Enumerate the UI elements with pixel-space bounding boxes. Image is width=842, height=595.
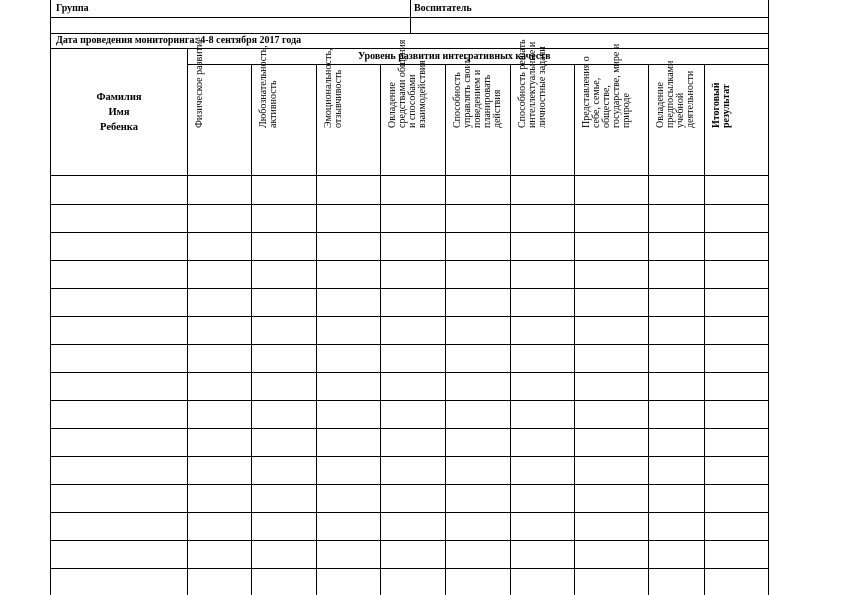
score-cell[interactable]: [575, 345, 648, 372]
child-name-cell[interactable]: [51, 485, 187, 512]
score-cell[interactable]: [252, 401, 316, 428]
score-cell[interactable]: [649, 205, 704, 232]
score-cell[interactable]: [381, 233, 445, 260]
score-cell[interactable]: [705, 569, 768, 595]
score-cell[interactable]: [188, 401, 251, 428]
name-header-line: Фамилия: [96, 92, 142, 103]
score-cell[interactable]: [446, 205, 510, 232]
score-cell[interactable]: [188, 176, 251, 204]
score-cell[interactable]: [575, 457, 648, 484]
group-label: Группа: [56, 3, 89, 14]
score-cell[interactable]: [381, 485, 445, 512]
score-cell[interactable]: [705, 485, 768, 512]
score-cell[interactable]: [705, 205, 768, 232]
level-label: Уровень развития интегративных качеств: [358, 51, 551, 62]
score-cell[interactable]: [575, 261, 648, 288]
score-cell[interactable]: [649, 569, 704, 595]
score-cell[interactable]: [188, 345, 251, 372]
child-name-cell[interactable]: [51, 401, 187, 428]
score-cell[interactable]: [649, 513, 704, 540]
score-cell[interactable]: [381, 205, 445, 232]
column-header: Овладение предпосылками учебной деятельности: [655, 60, 696, 128]
score-cell[interactable]: [446, 289, 510, 316]
score-cell[interactable]: [446, 176, 510, 204]
score-cell[interactable]: [188, 233, 251, 260]
child-name-cell[interactable]: [51, 457, 187, 484]
header-divider: [50, 33, 769, 34]
score-cell[interactable]: [511, 176, 574, 204]
score-cell[interactable]: [575, 569, 648, 595]
score-cell[interactable]: [317, 373, 380, 400]
score-cell[interactable]: [317, 317, 380, 344]
score-cell[interactable]: [575, 429, 648, 456]
score-cell[interactable]: [511, 373, 574, 400]
score-cell[interactable]: [575, 541, 648, 568]
score-cell[interactable]: [446, 261, 510, 288]
score-cell[interactable]: [188, 205, 251, 232]
score-cell[interactable]: [188, 457, 251, 484]
teacher-label: Воспитатель: [414, 3, 472, 14]
score-cell[interactable]: [252, 429, 316, 456]
score-cell[interactable]: [705, 429, 768, 456]
score-cell[interactable]: [381, 429, 445, 456]
score-cell[interactable]: [649, 345, 704, 372]
score-cell[interactable]: [511, 205, 574, 232]
score-cell[interactable]: [317, 261, 380, 288]
score-cell[interactable]: [446, 457, 510, 484]
column-header: Физическое развитие: [194, 37, 205, 128]
score-cell[interactable]: [252, 569, 316, 595]
score-cell[interactable]: [705, 317, 768, 344]
score-cell[interactable]: [381, 261, 445, 288]
score-cell[interactable]: [705, 401, 768, 428]
score-cell[interactable]: [575, 317, 648, 344]
score-cell[interactable]: [317, 401, 380, 428]
score-cell[interactable]: [252, 373, 316, 400]
score-cell[interactable]: [649, 289, 704, 316]
score-cell[interactable]: [511, 261, 574, 288]
child-name-cell[interactable]: [51, 205, 187, 232]
header-column-divider: [410, 0, 411, 33]
score-cell[interactable]: [317, 457, 380, 484]
score-cell[interactable]: [317, 345, 380, 372]
score-cell[interactable]: [252, 541, 316, 568]
score-cell[interactable]: [381, 373, 445, 400]
column-header: Итоговый результат: [711, 82, 732, 128]
score-cell[interactable]: [188, 289, 251, 316]
score-cell[interactable]: [317, 429, 380, 456]
score-cell[interactable]: [317, 485, 380, 512]
child-name-cell[interactable]: [51, 233, 187, 260]
score-cell[interactable]: [446, 429, 510, 456]
score-cell[interactable]: [446, 345, 510, 372]
score-cell[interactable]: [317, 205, 380, 232]
table-right-border: [768, 0, 769, 595]
score-cell[interactable]: [252, 513, 316, 540]
date-label: Дата проведения мониторинга: 4-8 сентября 2017 года: [56, 35, 302, 46]
score-cell[interactable]: [446, 485, 510, 512]
score-cell[interactable]: [317, 233, 380, 260]
score-cell[interactable]: [446, 373, 510, 400]
score-cell[interactable]: [381, 289, 445, 316]
score-cell[interactable]: [511, 289, 574, 316]
score-cell[interactable]: [575, 205, 648, 232]
score-cell[interactable]: [705, 513, 768, 540]
score-cell[interactable]: [446, 233, 510, 260]
score-cell[interactable]: [575, 513, 648, 540]
child-name-cell[interactable]: [51, 261, 187, 288]
score-cell[interactable]: [705, 233, 768, 260]
column-header: Представления о себе, семье, обществе, государстве, мире и природе: [581, 43, 632, 128]
child-name-cell[interactable]: [51, 541, 187, 568]
score-cell[interactable]: [252, 176, 316, 204]
score-cell[interactable]: [705, 541, 768, 568]
score-cell[interactable]: [511, 317, 574, 344]
score-cell[interactable]: [381, 569, 445, 595]
child-name-cell[interactable]: [51, 429, 187, 456]
score-cell[interactable]: [575, 401, 648, 428]
score-cell[interactable]: [188, 261, 251, 288]
score-cell[interactable]: [511, 233, 574, 260]
column-header: Любознательность, активность: [258, 45, 279, 128]
child-name-cell[interactable]: [51, 513, 187, 540]
score-cell[interactable]: [649, 261, 704, 288]
column-header: Эмоциональность, отзывчивость: [323, 48, 344, 128]
score-cell[interactable]: [317, 513, 380, 540]
score-cell[interactable]: [381, 541, 445, 568]
score-cell[interactable]: [188, 541, 251, 568]
score-cell[interactable]: [575, 373, 648, 400]
score-cell[interactable]: [649, 541, 704, 568]
score-cell[interactable]: [446, 569, 510, 595]
score-cell[interactable]: [705, 289, 768, 316]
score-cell[interactable]: [252, 205, 316, 232]
score-cell[interactable]: [446, 401, 510, 428]
score-cell[interactable]: [252, 485, 316, 512]
score-cell[interactable]: [252, 233, 316, 260]
score-cell[interactable]: [252, 317, 316, 344]
column-divider: [187, 48, 188, 64]
score-cell[interactable]: [511, 401, 574, 428]
child-name-cell[interactable]: [51, 569, 187, 595]
score-cell[interactable]: [317, 569, 380, 595]
child-name-cell[interactable]: [51, 317, 187, 344]
score-cell[interactable]: [446, 513, 510, 540]
score-cell[interactable]: [705, 457, 768, 484]
score-cell[interactable]: [381, 401, 445, 428]
score-cell[interactable]: [317, 289, 380, 316]
score-cell[interactable]: [381, 317, 445, 344]
score-cell[interactable]: [649, 176, 704, 204]
score-cell[interactable]: [649, 485, 704, 512]
score-cell[interactable]: [381, 513, 445, 540]
score-cell[interactable]: [575, 176, 648, 204]
score-cell[interactable]: [705, 261, 768, 288]
column-header: Овладение средствами общения и способами взаимодействия: [387, 39, 428, 128]
child-name-cell[interactable]: [51, 373, 187, 400]
child-name-cell[interactable]: [51, 345, 187, 372]
score-cell[interactable]: [649, 457, 704, 484]
score-cell[interactable]: [381, 176, 445, 204]
score-cell[interactable]: [705, 345, 768, 372]
score-cell[interactable]: [188, 317, 251, 344]
child-name-cell[interactable]: [51, 176, 187, 204]
score-cell[interactable]: [446, 317, 510, 344]
score-cell[interactable]: [252, 457, 316, 484]
name-column-header: [52, 90, 186, 135]
score-cell[interactable]: [649, 401, 704, 428]
score-cell[interactable]: [188, 373, 251, 400]
column-header: Способность решать интеллектуальные и личностные задачи: [517, 39, 548, 128]
score-cell[interactable]: [188, 485, 251, 512]
score-cell[interactable]: [188, 569, 251, 595]
score-cell[interactable]: [317, 176, 380, 204]
score-cell[interactable]: [511, 541, 574, 568]
score-cell[interactable]: [705, 373, 768, 400]
name-header-line: Ребенка: [100, 122, 138, 133]
score-cell[interactable]: [575, 233, 648, 260]
score-cell[interactable]: [649, 429, 704, 456]
score-cell[interactable]: [649, 317, 704, 344]
score-cell[interactable]: [188, 513, 251, 540]
score-cell[interactable]: [575, 289, 648, 316]
score-cell[interactable]: [511, 429, 574, 456]
name-header-line: Имя: [108, 107, 130, 118]
score-cell[interactable]: [188, 429, 251, 456]
score-cell[interactable]: [511, 513, 574, 540]
score-cell[interactable]: [252, 289, 316, 316]
score-cell[interactable]: [252, 261, 316, 288]
score-cell[interactable]: [511, 457, 574, 484]
score-cell[interactable]: [511, 569, 574, 595]
score-cell[interactable]: [317, 541, 380, 568]
score-cell[interactable]: [649, 373, 704, 400]
score-cell[interactable]: [511, 485, 574, 512]
score-cell[interactable]: [511, 345, 574, 372]
score-cell[interactable]: [381, 345, 445, 372]
score-cell[interactable]: [705, 176, 768, 204]
column-header: Способность управлять своим поведением и планировать действия: [452, 56, 503, 128]
score-cell[interactable]: [649, 233, 704, 260]
score-cell[interactable]: [446, 541, 510, 568]
child-name-cell[interactable]: [51, 289, 187, 316]
score-cell[interactable]: [252, 345, 316, 372]
score-cell[interactable]: [575, 485, 648, 512]
score-cell[interactable]: [381, 457, 445, 484]
